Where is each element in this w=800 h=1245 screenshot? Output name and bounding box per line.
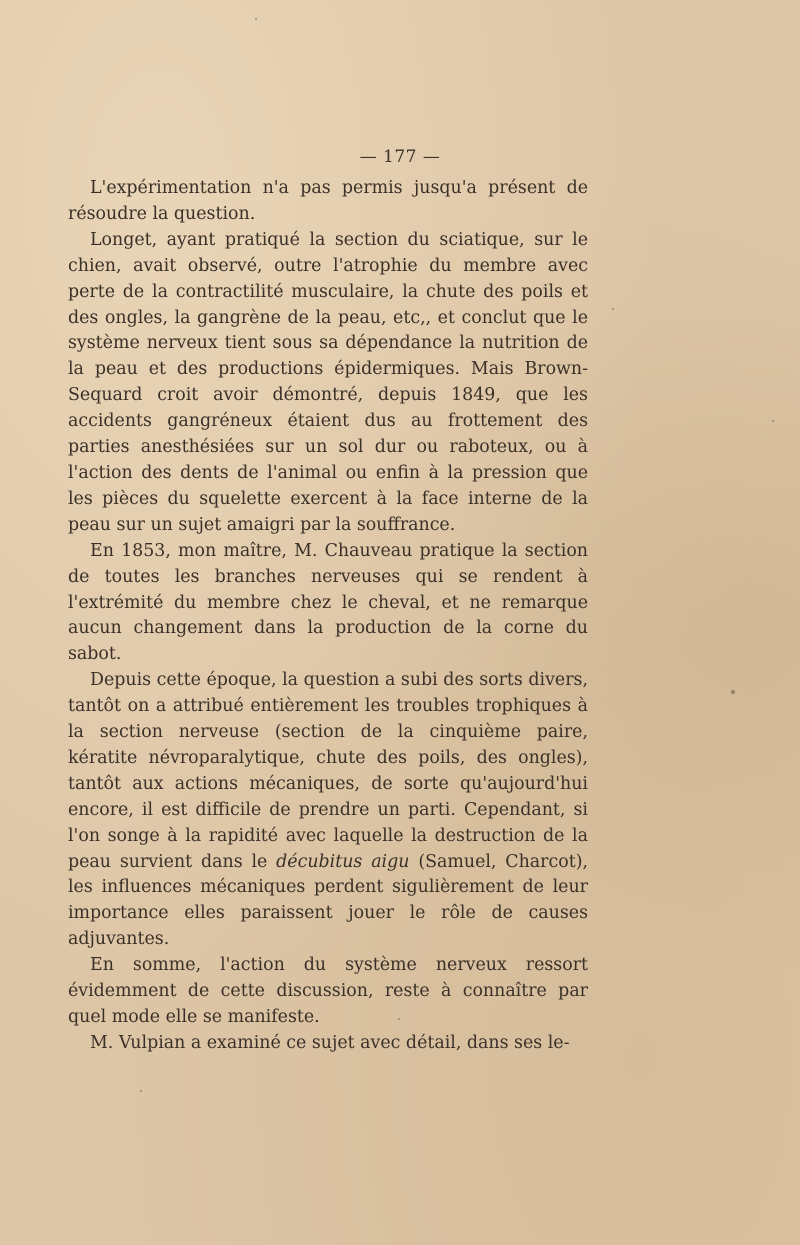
paragraph-6: M. Vulpian a examiné ce sujet avec détail, dans ses le- xyxy=(90,1032,570,1053)
paragraph-4-text-before: Depuis cette époque, la question a subi des sorts divers, tantôt on a attribué entièrement les troubles trophiques à la section nerveuse (section de la cinquième paire, kératite névroparalytique, chute des poils, des ongles), tantôt aux actions mécaniques, de sorte qu'aujourd'hui encore, il est difficile de prendre un parti. Cependant, si l'on songe à la rapidité avec laquelle la destruction de la peau survient dans le xyxy=(68,670,588,872)
paragraph-2: Longet, ayant pratiqué la section du sciatique, sur le chien, avait observé, outre l'atrophie du membre avec perte de la contractilité musculaire, la chute des poils et des ongles, la gangrène de la peau, etc,, et conclut que le système nerveux tient sous sa dépendance la nutrition de la peau et des productions épidermiques. Mais Brown-Sequard croit avoir démontré, depuis 1849, que les accidents gangréneux étaient dus au frottement des parties anesthésiées sur un sol dur ou raboteux, ou à l'action des dents de l'animal ou enfin à la pression que les pièces du squelette exercent à la face interne de la peau sur un sujet amaigri par la souffrance. xyxy=(68,229,588,535)
paragraph-5: En somme, l'action du système nerveux ressort évidemment de cette discussion, reste à connaître par quel mode elle se manifeste. xyxy=(68,955,588,1027)
paper-speck xyxy=(255,18,257,20)
paper-speck xyxy=(731,690,735,694)
paragraph-4 xyxy=(68,668,588,953)
body-text xyxy=(68,176,588,1057)
paper-speck xyxy=(612,308,614,310)
paragraph-1: L'expérimentation n'a pas permis jusqu'a présent de résoudre la question. xyxy=(68,178,588,224)
paragraph-4-italic-term: décubitus aigu xyxy=(276,851,410,872)
page-number: — 177 — xyxy=(359,147,441,167)
paragraph-4-text-after: (Samuel, Charcot), les influences mécaniques perdent sigulièrement de leur importance elles paraissent jouer le rôle de causes adjuvantes. xyxy=(68,851,589,950)
paragraph-3: En 1853, mon maître, M. Chauveau pratique la section de toutes les branches nerveuses qui se rendent à l'extrémité du membre chez le cheval, et ne remarque aucun changement dans la production de la corne du sabot. xyxy=(68,540,588,665)
paper-speck xyxy=(398,1018,400,1020)
paper-speck xyxy=(772,420,774,422)
paper-speck xyxy=(140,1090,142,1092)
